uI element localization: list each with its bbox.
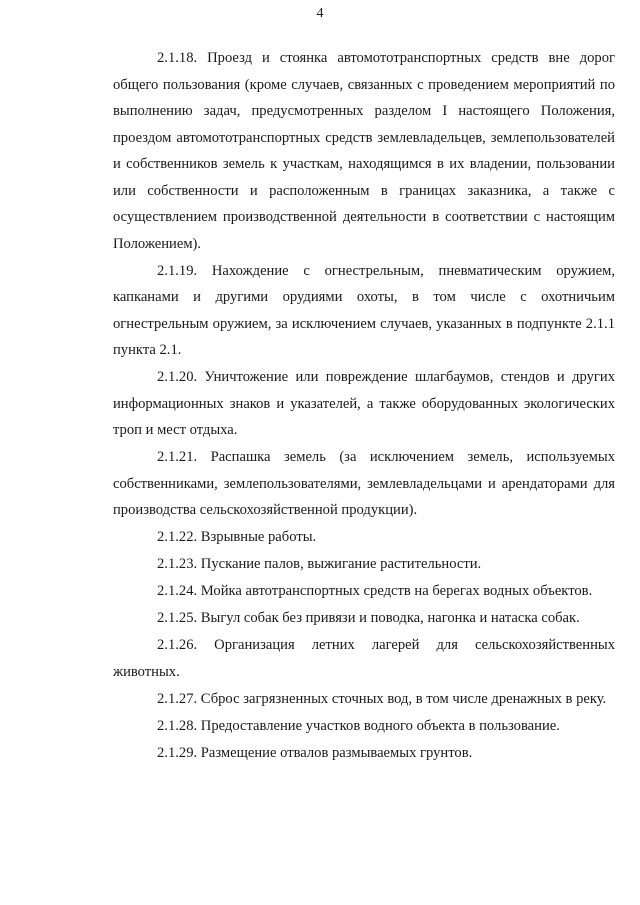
clause-2-1-19: 2.1.19. Нахождение с огнестрельным, пневматическим оружием, капканами и другими орудиями охоты, в том числе с охотничьим огнестрельным оружием, за исключением случаев, указанных в подпункте 2.1.1 пункта 2.1. bbox=[113, 262, 615, 358]
clause-2-1-29: 2.1.29. Размещение отвалов размываемых грунтов. bbox=[157, 744, 473, 761]
clause-2-1-20: 2.1.20. Уничтожение или повреждение шлагбаумов, стендов и других информационных знаков и указателей, а также оборудованных экологических троп и мест отдыха. bbox=[113, 369, 615, 438]
clause-2-1-24: 2.1.24. Мойка автотранспортных средств на берегах водных объектов. bbox=[157, 583, 593, 599]
clause-2-1-26: 2.1.26. Организация летних лагерей для сельскохозяйственных животных. bbox=[113, 637, 615, 680]
clause-2-1-27: 2.1.27. Сброс загрязненных сточных вод, в том числе дренажных в реку. bbox=[157, 690, 607, 707]
clause-2-1-28: 2.1.28. Предоставление участков водного объекта в пользование. bbox=[157, 717, 560, 734]
clause-2-1-23: 2.1.23. Пускание палов, выжигание растительности. bbox=[157, 556, 482, 572]
clause-2-1-21: 2.1.21. Распашка земель (за исключением земель, используемых собственниками, землепользователями, землевладельцами и арендаторами для производства сельскохозяйственной продукции). bbox=[113, 449, 615, 518]
document-body bbox=[113, 45, 615, 766]
clause-2-1-18: 2.1.18. Проезд и стоянка автомототранспортных средств вне дорог общего пользования (кроме случаев, связанных с проведением мероприятий по выполнению задач, предусмотренных разделом I настоящего Положения, проездом автомототранспортных средств землевладельцев, землепользователей и собственников земель к участкам, находящимся в их владении, пользовании или собственности и расположенным в границах заказника, а также с осуществлением производственной деятельности в соответствии с настоящим Положением). bbox=[113, 50, 615, 252]
clause-2-1-22: 2.1.22. Взрывные работы. bbox=[157, 529, 317, 545]
page-number: 4 bbox=[316, 6, 324, 21]
clause-2-1-25: 2.1.25. Выгул собак без привязи и поводка, нагонка и натаска собак. bbox=[157, 610, 580, 626]
